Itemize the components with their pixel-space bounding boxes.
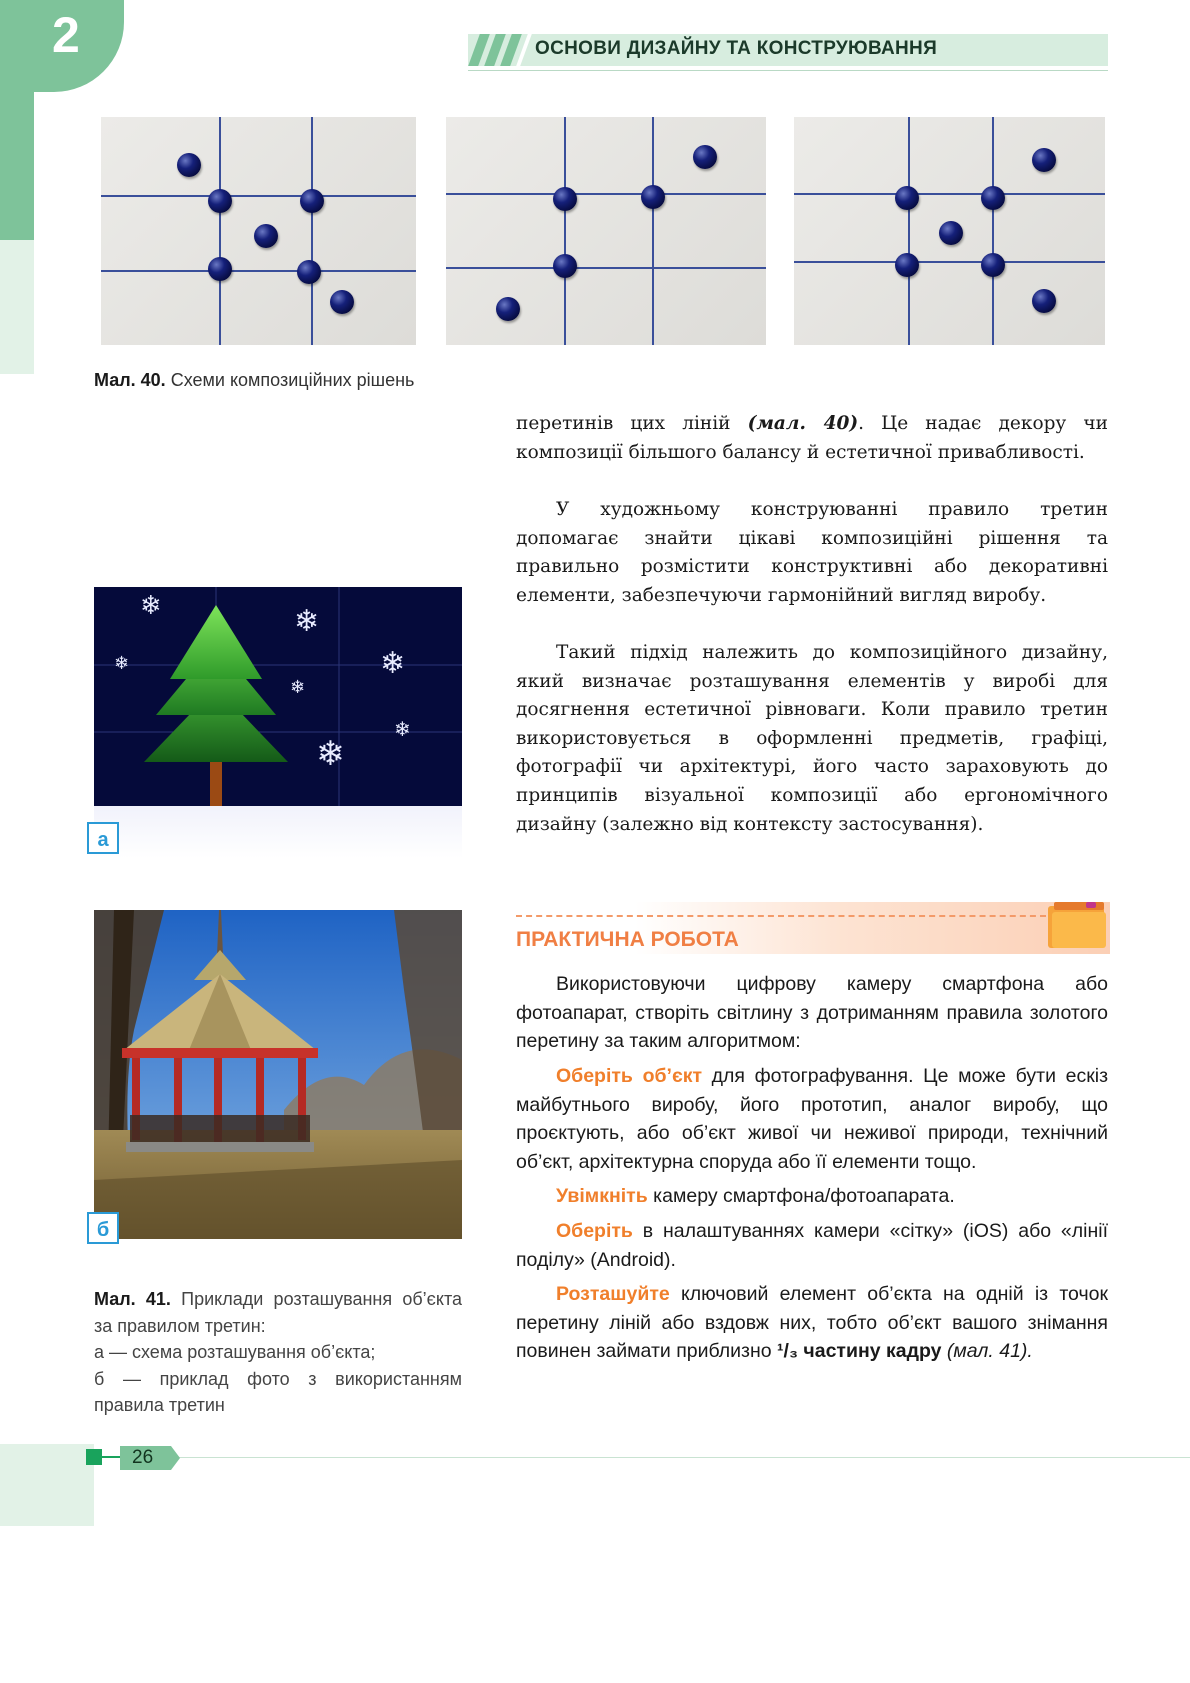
practical-step-4 — [516, 1280, 1108, 1366]
section-title: ОСНОВИ ДИЗАЙНУ ТА КОНСТРУЮВАННЯ — [535, 38, 938, 59]
composition-photo-1 — [101, 117, 416, 345]
gazebo-photo — [94, 910, 462, 1239]
step-1-text: для фотографування. Це може бути ескіз майбутнього виробу, його прототип, аналог виробу, що проєктують, або об’єкт живої чи неживої природи, технічний об’єкт, архітектурна споруда або її елементи тощо. — [516, 1065, 1109, 1173]
step-4-keyword: Розташуйте — [556, 1283, 670, 1305]
figure-40-label: Мал. 40. — [94, 370, 166, 390]
tree-scheme-image: ❄ ❄ ❄ ❄ ❄ ❄ ❄ — [94, 587, 462, 806]
step-2-keyword: Увімкніть — [556, 1185, 648, 1207]
main-paragraph-1 — [516, 410, 1108, 467]
main-paragraph-2: У художньому конструюванні правило третин допомагає знайти цікаві композиційні рішення та правильно розмістити конструктивні або декоративні елементи, забезпечуючи гармонійний вигляд виробу. — [516, 499, 1108, 606]
figure-41-caption-a: а — схема розташування об’єкта; — [94, 1342, 376, 1362]
figure-40-caption — [94, 370, 414, 391]
step-3-keyword: Оберіть — [556, 1220, 633, 1242]
header-rule — [468, 70, 1108, 71]
page-number: 26 — [132, 1447, 154, 1468]
practical-work-title: ПРАКТИЧНА РОБОТА — [516, 928, 739, 951]
tree-trunk-overflow — [94, 587, 462, 827]
main-paragraph-3: Такий підхід належить до композиційного дизайну, який визначає розташування елементів у виробі для досягнення естетичної рівноваги. Коли правило третин використовується в оформленні предметів, графіці, фотографії чи архітектурі, його часто зараховують до принципів візуальної композиції або ергономічного дизайну (залежно від контексту застосування). — [516, 642, 1108, 835]
step-4-fraction: ¹/₃ — [777, 1340, 798, 1362]
footer-rule — [94, 1457, 1190, 1458]
figure-41-caption-text: Приклади розташування об’єкта за правилом третин: — [94, 1289, 462, 1336]
footer-connector — [102, 1456, 120, 1458]
step-4-bold: частину кадру — [797, 1340, 942, 1362]
figure-41b-badge: б — [87, 1212, 119, 1244]
figure-40-text: Схеми композиційних рішень — [170, 370, 415, 390]
tree-caption-strip — [94, 806, 462, 858]
folder-icon — [1046, 902, 1108, 950]
footer-square-icon — [86, 1449, 102, 1465]
figure-40-reference: (мал. 40) — [747, 413, 859, 434]
step-1-keyword: Оберіть об’єкт — [556, 1065, 703, 1087]
step-3-text: в налаштуваннях камери «сітку» (iOS) або «лінії поділу» (Android). — [516, 1220, 1108, 1271]
figure-41-caption — [94, 1286, 462, 1419]
figure-41-caption-line1 — [94, 1286, 462, 1339]
step-4-text: ключовий елемент об’єкта на одній із точок перетину ліній або вздовж них, тобто об’єкт вашого знімання повинен займати приблизно — [516, 1283, 1108, 1362]
practical-step-3 — [516, 1217, 1108, 1274]
composition-photo-3 — [794, 117, 1105, 345]
figure-41-caption-b: б — приклад фото з використанням правила третин — [94, 1368, 462, 1415]
figure-41a-badge: а — [87, 822, 119, 854]
figure-41-label: Мал. 41. — [94, 1289, 171, 1309]
figure-41-reference: (мал. 41). — [946, 1340, 1033, 1362]
main-paragraph-1-rest: . Це надає декору чи композиції більшого балансу й естетичної привабливості. — [516, 413, 1108, 463]
practical-intro: Використовуючи цифрову камеру смартфона або фотоапарат, створіть світлину з дотриманням правила золотого перетину за таким алгоритмом: — [516, 973, 1108, 1052]
practical-work-dashed-line — [516, 915, 1046, 917]
composition-photo-2 — [446, 117, 766, 345]
chapter-number: 2 — [52, 7, 80, 63]
practical-step-1 — [516, 1062, 1108, 1176]
footer-side-tab — [0, 1444, 94, 1526]
step-2-text: камеру смартфона/фотоапарата. — [647, 1185, 955, 1207]
practical-step-2 — [516, 1182, 1108, 1211]
main-paragraph-1-text: перетинів цих ліній — [516, 413, 731, 434]
